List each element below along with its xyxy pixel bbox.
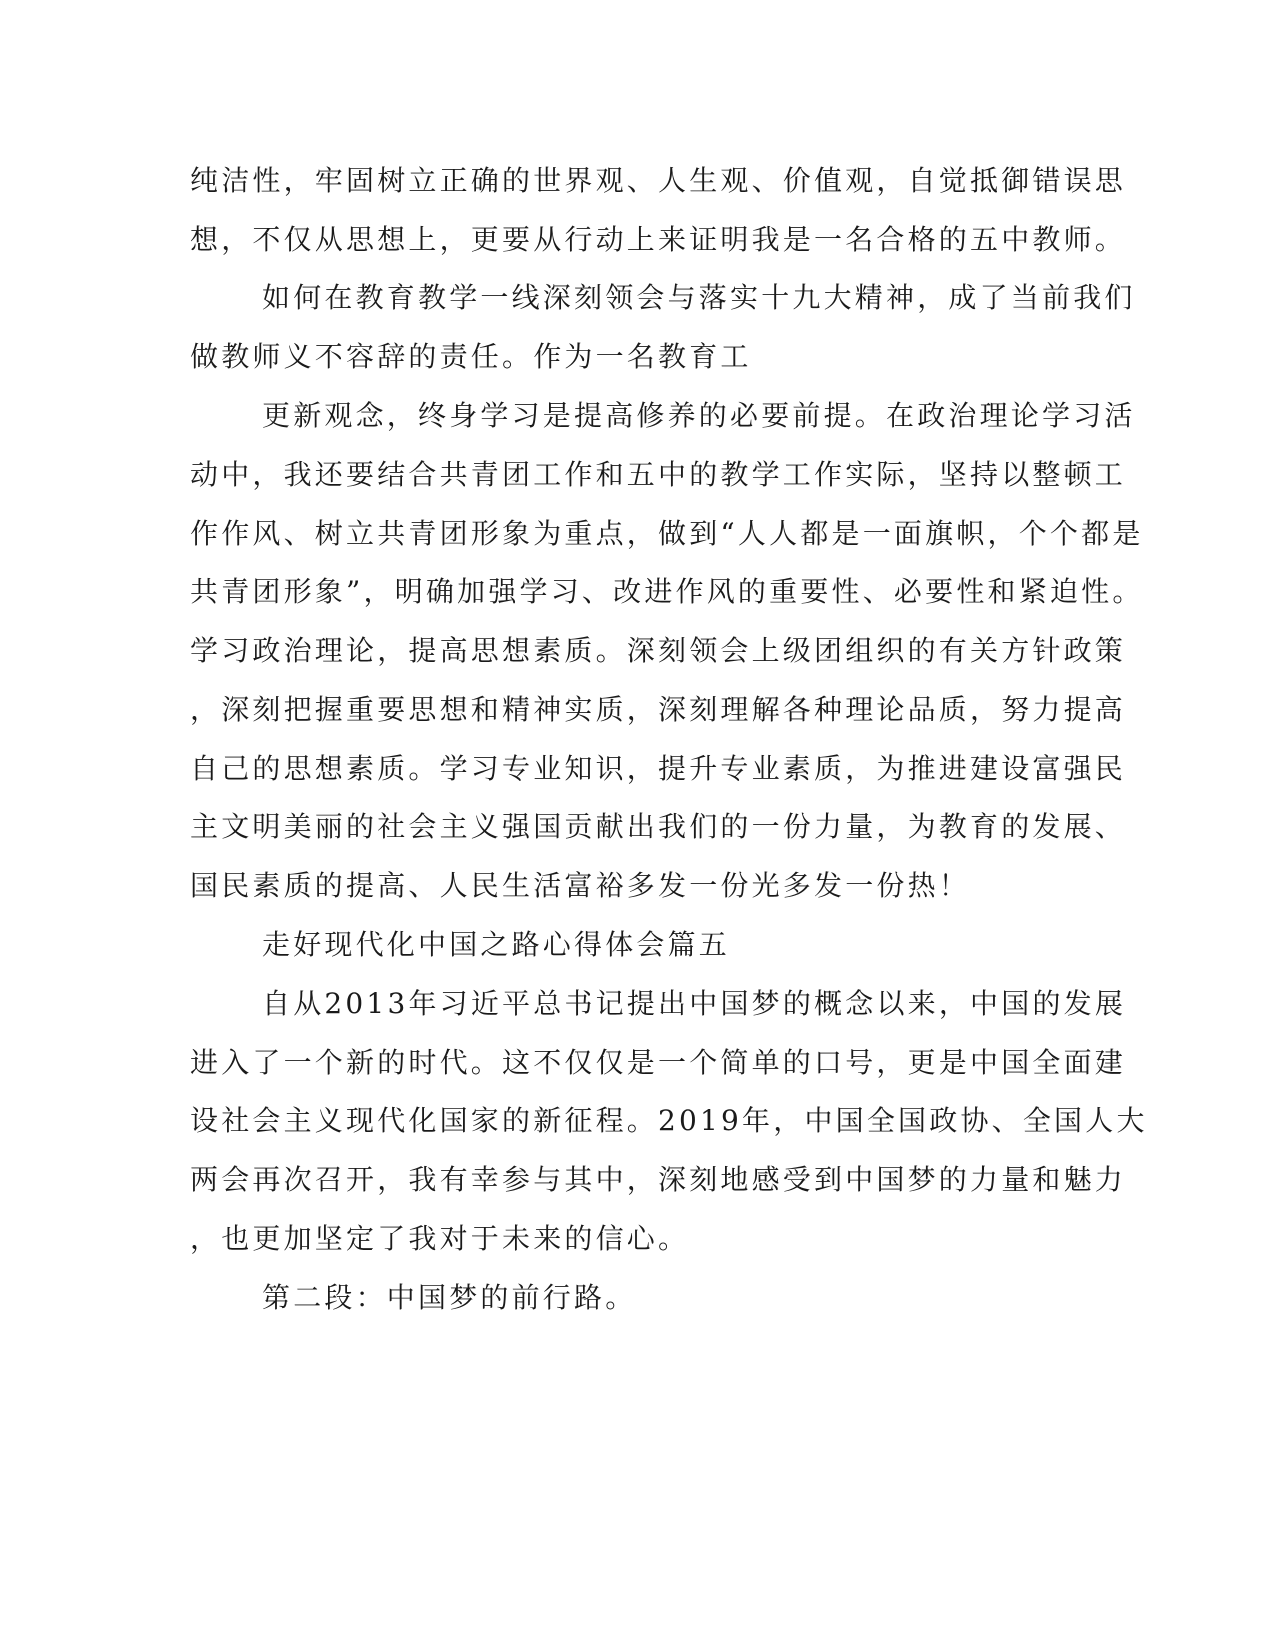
text-line: 主文明美丽的社会主义强国贡献出我们的一份力量，为教育的发展、 — [190, 810, 1127, 843]
text-line: 共青团形象”，明确加强学习、改进作风的重要性、必要性和紧迫性。 — [190, 575, 1144, 608]
section-heading: 走好现代化中国之路心得体会篇五 — [262, 928, 731, 961]
text-line: 动中，我还要结合共青团工作和五中的教学工作实际，坚持以整顿工 — [190, 458, 1127, 491]
paragraph-start-line: 自从2013年习近平总书记提出中国梦的概念以来，中国的发展 — [262, 987, 1127, 1020]
text-line: 纯洁性，牢固树立正确的世界观、人生观、价值观，自觉抵御错误思 — [190, 164, 1127, 197]
paragraph-start-line: 更新观念，终身学习是提高修养的必要前提。在政治理论学习活 — [262, 399, 1136, 432]
text-line: ，也更加坚定了我对于未来的信心。 — [190, 1222, 690, 1255]
text-line: 学习政治理论，提高思想素质。深刻领会上级团组织的有关方针政策 — [190, 634, 1127, 667]
text-line: 做教师义不容辞的责任。作为一名教育工 — [190, 340, 752, 373]
text-line: 想，不仅从思想上，更要从行动上来证明我是一名合格的五中教师。 — [190, 223, 1127, 256]
text-line: 进入了一个新的时代。这不仅仅是一个简单的口号，更是中国全面建 — [190, 1046, 1127, 1079]
text-line: 两会再次召开，我有幸参与其中，深刻地感受到中国梦的力量和魅力 — [190, 1163, 1127, 1196]
section-subheading: 第二段：中国梦的前行路。 — [262, 1281, 637, 1314]
text-line: 作作风、树立共青团形象为重点，做到“人人都是一面旗帜，个个都是 — [190, 517, 1144, 550]
text-line: 自己的思想素质。学习专业知识，提升专业素质，为推进建设富强民 — [190, 752, 1127, 785]
text-line: ，深刻把握重要思想和精神实质，深刻理解各种理论品质，努力提高 — [190, 693, 1127, 726]
text-line: 国民素质的提高、人民生活富裕多发一份光多发一份热！ — [190, 869, 971, 902]
text-line: 设社会主义现代化国家的新征程。2019年，中国全国政协、全国人大 — [190, 1104, 1148, 1137]
paragraph-start-line: 如何在教育教学一线深刻领会与落实十九大精神，成了当前我们 — [262, 281, 1136, 314]
